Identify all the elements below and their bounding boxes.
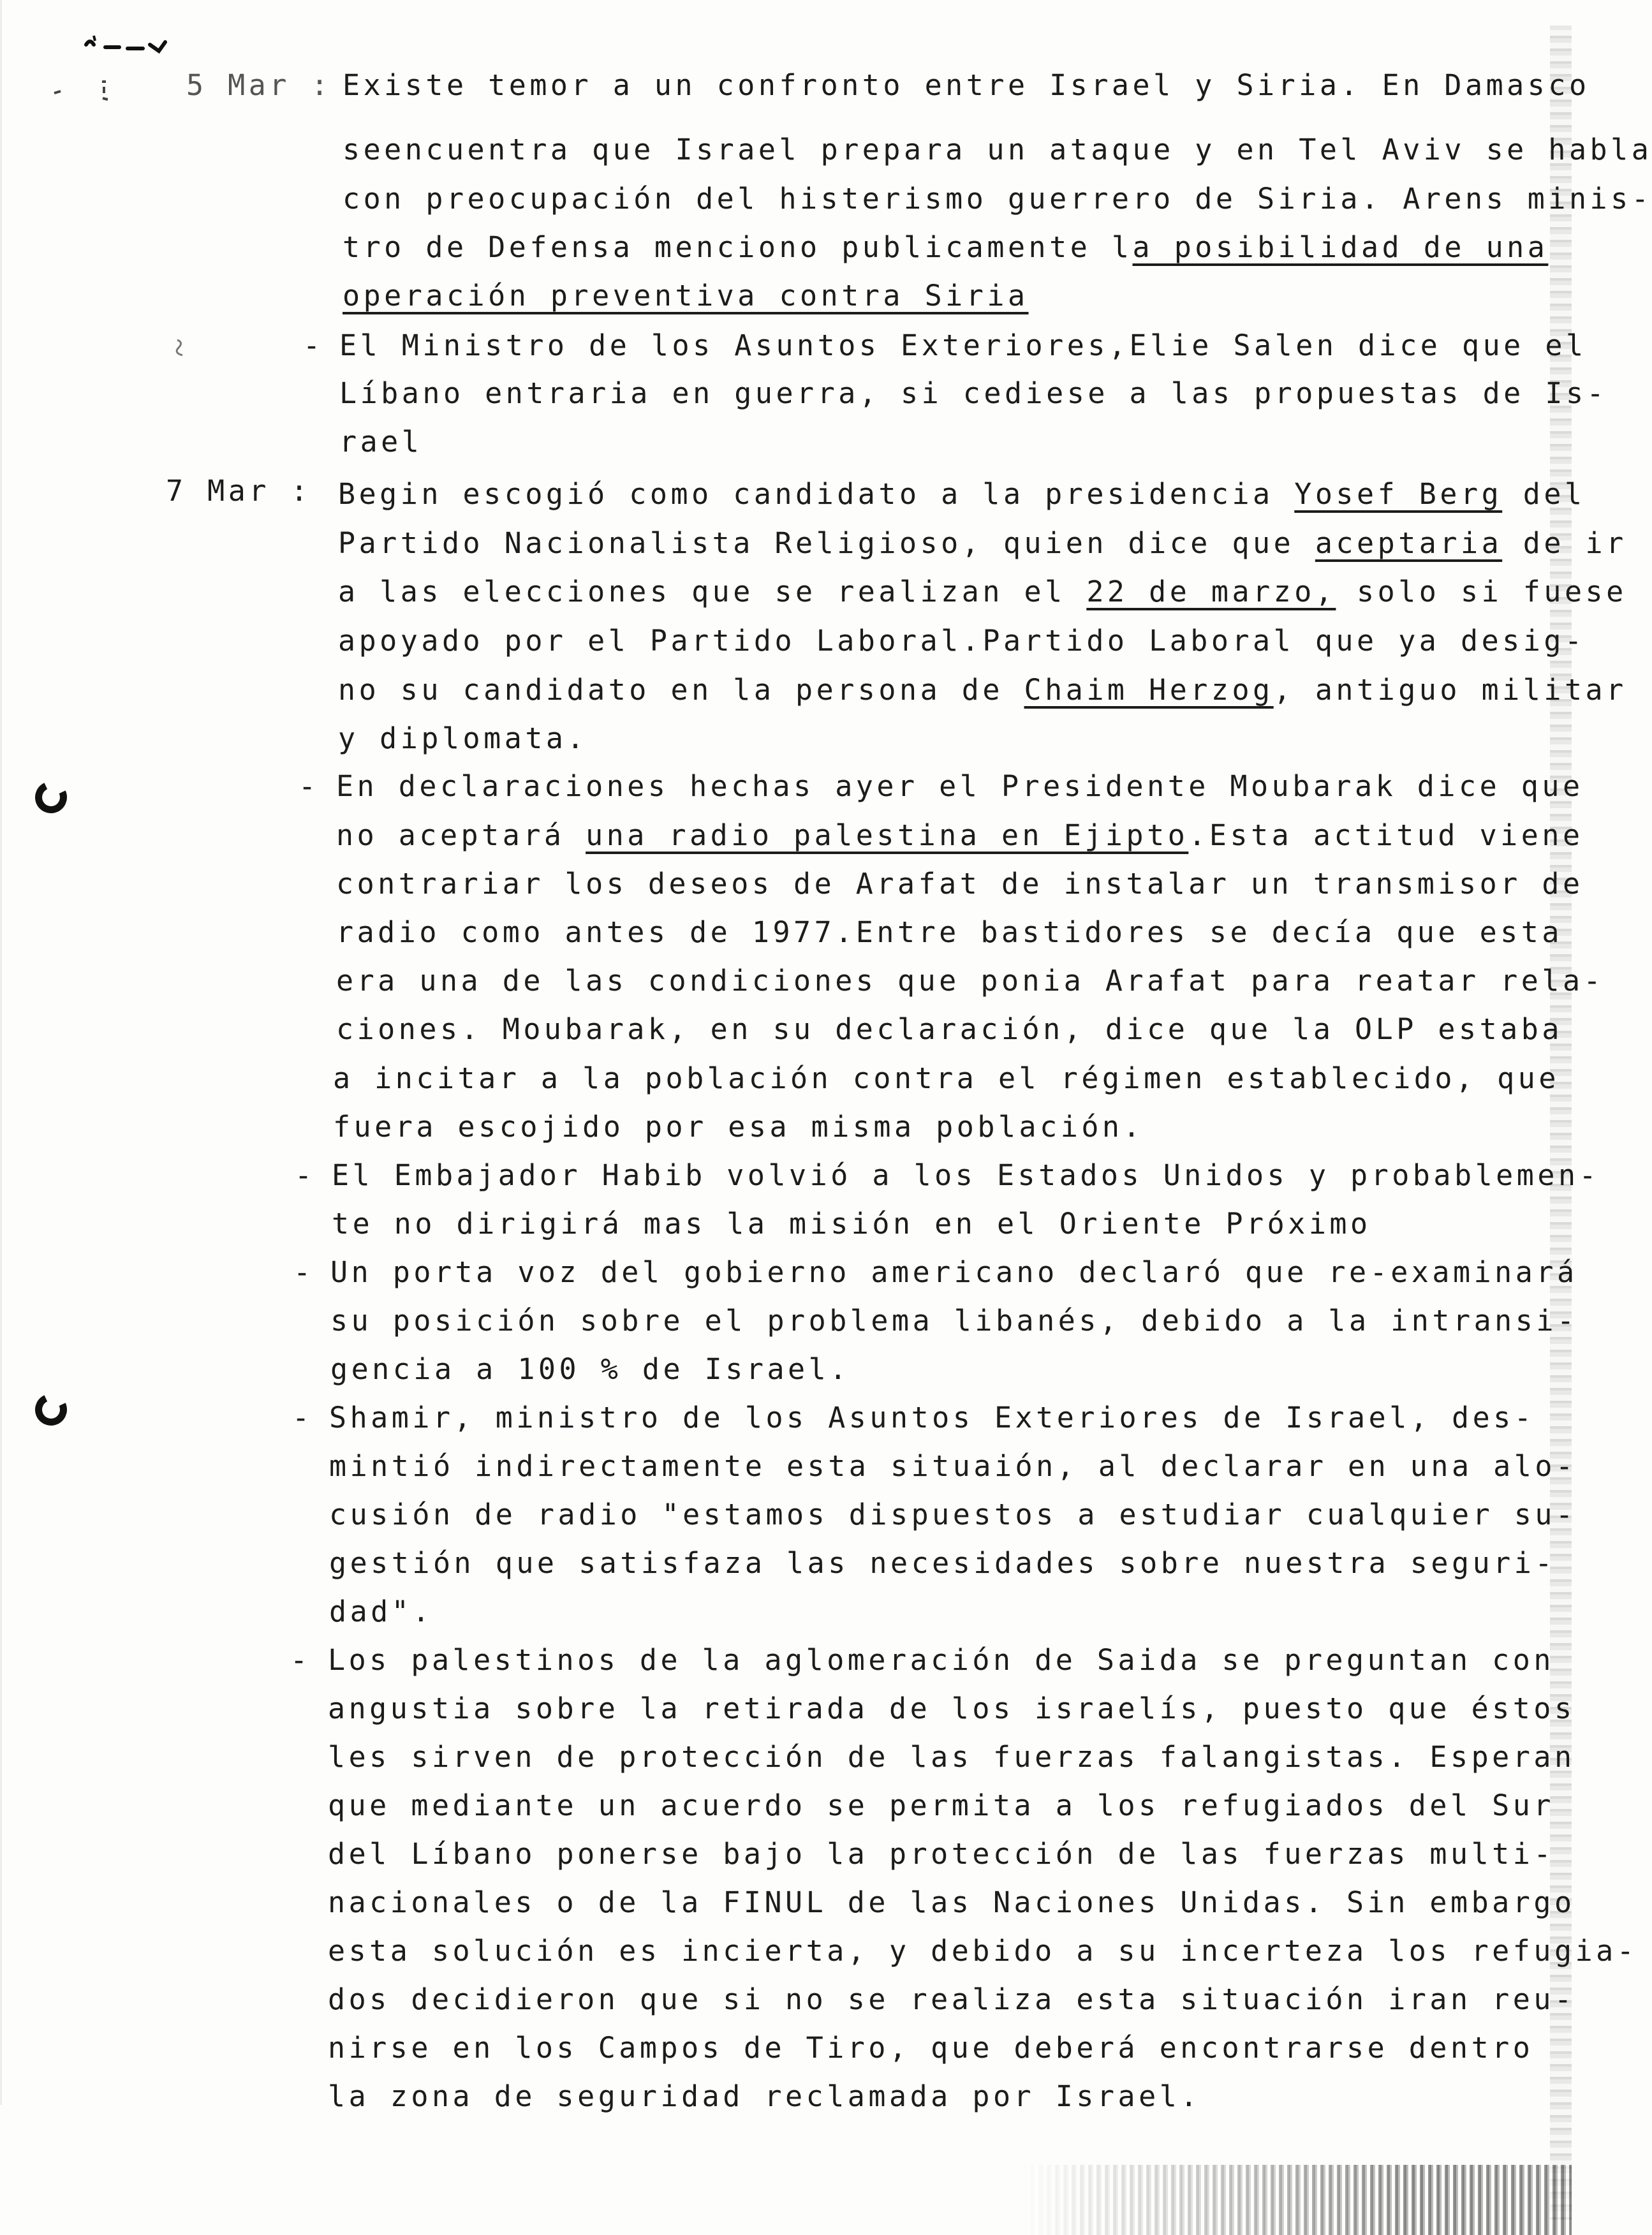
scan-edge-line bbox=[0, 0, 2, 2105]
text-line: Los palestinos de la aglomeración de Saida se preguntan con bbox=[328, 1643, 1554, 1677]
underlined-text: operación preventiva contra Siria bbox=[343, 279, 1029, 313]
text-line: radio como antes de 1977.Entre bastidores se decía que esta bbox=[336, 915, 1563, 949]
text-line: mintió indirectamente esta situaión, al declarar en una alo- bbox=[329, 1449, 1577, 1483]
text-line: no aceptará una radio palestina en Ejipto.Esta actitud viene bbox=[336, 818, 1584, 852]
scan-speck-icon bbox=[48, 75, 118, 107]
text-line: gestión que satisfaza las necesidades sobre nuestra seguri- bbox=[329, 1546, 1556, 1580]
bullet-dash: - bbox=[292, 1401, 313, 1435]
text-line: a las elecciones que se realizan el 22 de marzo, solo si fuese bbox=[338, 575, 1627, 609]
text-line: Un porta voz del gobierno americano declaró que re-examinará bbox=[330, 1255, 1578, 1289]
punch-hole-lower bbox=[31, 1389, 71, 1430]
text-line: Existe temor a un confronto entre Israel y Siria. En Damasco bbox=[343, 68, 1590, 102]
text-line: dad". bbox=[329, 1595, 433, 1628]
text-line: seencuentra que Israel prepara un ataque y en Tel Aviv se habla bbox=[343, 133, 1652, 166]
text-line: y diplomata. bbox=[338, 721, 588, 755]
text-line: angustia sobre la retirada de los israelís, puesto que éstos bbox=[328, 1692, 1575, 1725]
entry-date: 7 Mar : bbox=[166, 474, 312, 508]
bullet-dash: - bbox=[299, 769, 320, 803]
text-line: dos decidieron que si no se realiza esta situación iran reu- bbox=[328, 1982, 1575, 2016]
text-line: que mediante un acuerdo se permita a los refugiados del Sur bbox=[328, 1789, 1554, 1822]
bullet-dash: - bbox=[303, 328, 324, 362]
text-line: la zona de seguridad reclamada por Israel. bbox=[328, 2079, 1201, 2113]
underlined-text: Chaim Herzog bbox=[1024, 673, 1274, 707]
bullet-dash: - bbox=[293, 1255, 314, 1289]
margin-mark-icon bbox=[171, 335, 190, 360]
text-line: gencia a 100 % de Israel. bbox=[330, 1352, 850, 1386]
text-line: fuera escojido por esa misma población. bbox=[333, 1110, 1144, 1144]
text-line bbox=[343, 277, 1029, 315]
text-line: te no dirigirá mas la misión en el Oriente Próximo bbox=[332, 1207, 1371, 1241]
underlined-text: una radio palestina en Ejipto bbox=[586, 818, 1189, 852]
text-line: rael bbox=[339, 425, 423, 459]
underlined-text: Yosef Berg bbox=[1294, 477, 1503, 511]
text-line: ciones. Moubarak, en su declaración, dice que la OLP estaba bbox=[336, 1012, 1563, 1046]
bullet-dash: - bbox=[290, 1643, 311, 1677]
text-line: a incitar a la población contra el régimen establecido, que bbox=[333, 1061, 1560, 1095]
text-line: del Líbano ponerse bajo la protección de las fuerzas multi- bbox=[328, 1837, 1554, 1871]
bullet-dash: - bbox=[295, 1158, 316, 1192]
underlined-text: a posibilidad de una bbox=[1132, 230, 1549, 264]
text-line: esta solución es incierta, y debido a su incerteza los refugia- bbox=[328, 1934, 1638, 1968]
text-line: Líbano entraria en guerra, si cediese a las propuestas de Is- bbox=[339, 376, 1608, 410]
text-line: no su candidato en la persona de Chaim Herzog, antiguo militar bbox=[338, 673, 1627, 707]
text-line: apoyado por el Partido Laboral.Partido Laboral que ya desig- bbox=[338, 624, 1586, 658]
text-segment: tro de Defensa menciono publicamente l bbox=[343, 230, 1133, 264]
text-line bbox=[343, 228, 1548, 267]
text-line: nirse en los Campos de Tiro, que deberá encontrarse dentro bbox=[328, 2031, 1534, 2065]
underlined-text: aceptaria bbox=[1315, 526, 1503, 560]
text-line: Shamir, ministro de los Asuntos Exteriores de Israel, des- bbox=[329, 1401, 1535, 1435]
text-line: Begin escogió como candidato a la presidencia Yosef Berg del bbox=[338, 477, 1586, 511]
underlined-text: 22 de marzo, bbox=[1086, 575, 1336, 609]
text-line: En declaraciones hechas ayer el Presidente Moubarak dice que bbox=[336, 769, 1584, 803]
text-line: su posición sobre el problema libanés, debido a la intransi- bbox=[330, 1304, 1578, 1338]
text-line: era una de las condiciones que ponia Arafat para reatar rela- bbox=[336, 964, 1605, 998]
text-line: les sirven de protección de las fuerzas falangistas. Esperan bbox=[328, 1740, 1575, 1774]
handwritten-mark-icon bbox=[80, 27, 188, 65]
scan-noise bbox=[1023, 2165, 1572, 2235]
punch-hole-upper bbox=[31, 777, 71, 818]
text-line: cusión de radio "estamos dispuestos a estudiar cualquier su- bbox=[329, 1498, 1577, 1531]
text-line: Partido Nacionalista Religioso, quien dice que aceptaria de ir bbox=[338, 526, 1627, 560]
text-line: El Embajador Habib volvió a los Estados Unidos y probablemen- bbox=[332, 1158, 1600, 1192]
text-line: contrariar los deseos de Arafat de instalar un transmisor de bbox=[336, 867, 1584, 901]
text-line: El Ministro de los Asuntos Exteriores,Elie Salen dice que el bbox=[339, 328, 1587, 362]
text-line: nacionales o de la FINUL de las Naciones Unidas. Sin embargo bbox=[328, 1885, 1575, 1919]
entry-date: 5 Mar : bbox=[186, 68, 332, 102]
text-line: con preocupación del histerismo guerrero de Siria. Arens minis- bbox=[343, 182, 1652, 216]
